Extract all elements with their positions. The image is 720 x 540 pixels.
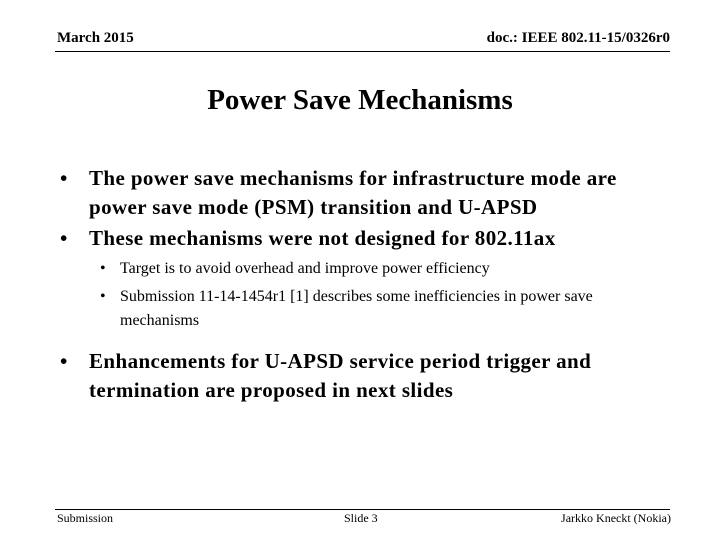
header-divider: [55, 51, 670, 52]
bullet-dot-icon: •: [60, 349, 68, 373]
footer-submission: Submission: [57, 511, 114, 525]
bullet-text: These mechanisms were not designed for 802.11ax: [89, 226, 556, 250]
header-date: March 2015: [57, 30, 134, 46]
footer-divider: [55, 509, 670, 510]
sub-bullet-item: [60, 285, 640, 333]
footer-slide-number: Slide 3: [344, 511, 378, 525]
sub-bullet-dot-icon: •: [100, 260, 106, 277]
bullet-dot-icon: •: [60, 226, 68, 250]
sub-bullet-dot-icon: •: [100, 288, 106, 305]
sub-bullet-text: Submission 11-14-1454r1 [1] describes some inefficiencies in power save mechanisms: [120, 288, 593, 329]
footer-author: Jarkko Kneckt (Nokia): [561, 511, 671, 525]
slide-title: Power Save Mechanisms: [207, 84, 513, 116]
bullet-text: Enhancements for U-APSD service period trigger and termination are proposed in next slides: [89, 349, 592, 402]
slide-content: [60, 164, 680, 405]
bullet-item: [60, 224, 680, 253]
bullet-dot-icon: •: [60, 166, 68, 190]
bullet-item: [60, 164, 669, 222]
sub-bullet-text: Target is to avoid overhead and improve power efficiency: [120, 260, 490, 277]
header-doc-id: doc.: IEEE 802.11-15/0326r0: [486, 30, 670, 46]
sub-bullet-item: [60, 257, 680, 281]
bullet-item: [60, 347, 679, 405]
bullet-text: The power save mechanisms for infrastructure mode are power save mode (PSM) transition and U-APSD: [89, 166, 617, 219]
